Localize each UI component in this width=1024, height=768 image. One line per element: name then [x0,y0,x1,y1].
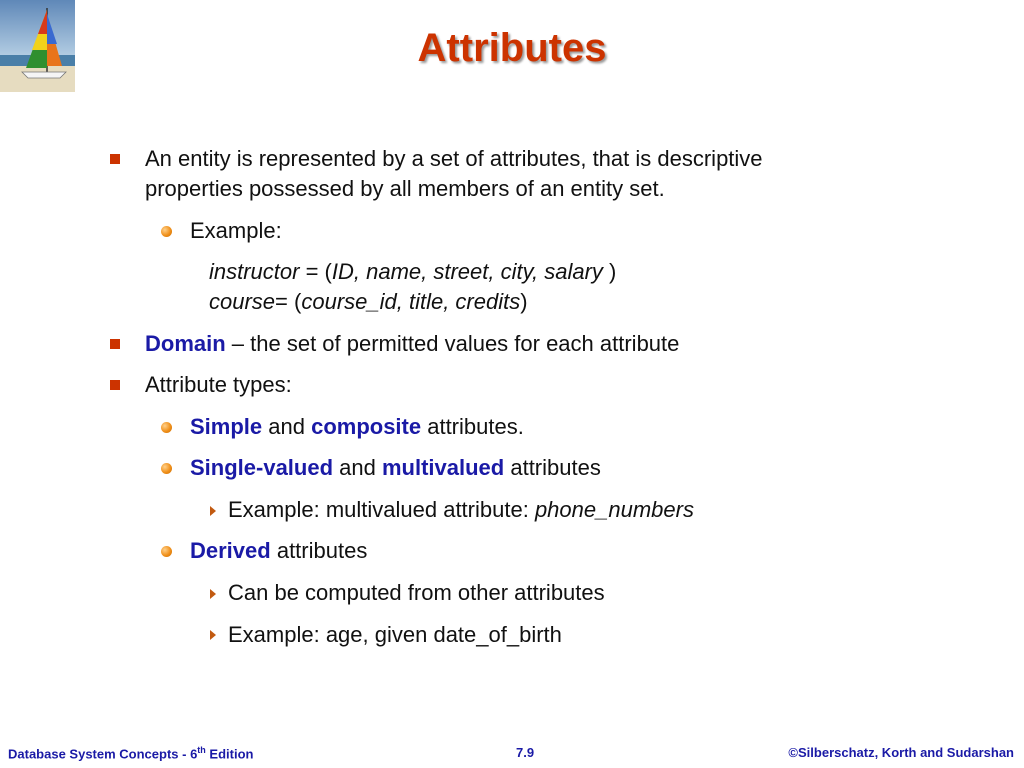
domain-text: – the set of permitted values for each attribute [225,331,680,356]
course-name: course [209,289,276,314]
slide-title: Attributes [417,26,607,70]
course-attrs: course_id, title, credits [301,289,521,314]
footer-copyright: ©Silberschatz, Korth and Sudarshan [788,745,1014,760]
and-text: and [333,455,382,480]
footer-book-title-text: Database System Concepts - 6 [8,746,198,762]
square-bullet-icon [110,380,120,390]
derived-text: attributes [270,538,368,563]
round-bullet-icon [161,422,172,433]
instructor-name: instructor [209,259,300,284]
footer-edition-superscript: th [197,745,206,755]
instructor-eq: = ( [299,259,332,284]
arrow-bullet-icon [210,506,216,516]
multivalued-keyword: multivalued [381,455,505,480]
and-text: and [262,414,312,439]
footer-edition-text: Edition [205,746,254,762]
example-label: Example: [190,218,282,243]
multivalued-text: attributes [504,455,601,480]
domain-line [145,329,679,359]
derived-keyword: Derived [190,538,271,563]
derived-line [190,536,367,566]
domain-keyword: Domain [145,331,226,356]
round-bullet-icon [161,546,172,557]
single-multi-line [190,453,601,483]
course-close: ) [520,289,528,314]
arrow-bullet-icon [210,630,216,640]
course-schema [209,287,528,317]
single-valued-keyword: Single-valued [190,455,334,480]
multivalued-example-text: Example: multivalued attribute: [228,497,535,522]
simple-composite-line [190,412,524,442]
square-bullet-icon [110,154,120,164]
footer-book-title [8,745,253,761]
round-bullet-icon [161,463,172,474]
course-eq: = ( [275,289,302,314]
multivalued-example [228,495,694,525]
round-bullet-icon [161,226,172,237]
derived-sub-1: Can be computed from other attributes [228,580,605,605]
composite-keyword: composite [311,414,422,439]
phone-numbers-value: phone_numbers [534,497,694,522]
entity-line-2: properties possessed by all members of an entity set. [145,176,665,201]
composite-text: attributes. [421,414,524,439]
instructor-close: ) [602,259,617,284]
arrow-bullet-icon [210,589,216,599]
footer-slide-number: 7.9 [516,745,535,760]
instructor-schema [209,257,616,287]
simple-keyword: Simple [190,414,263,439]
instructor-attrs: ID, name, street, city, salary [331,259,603,284]
entity-line-1: An entity is represented by a set of attributes, that is descriptive [145,146,763,171]
square-bullet-icon [110,339,120,349]
types-label: Attribute types: [145,372,292,397]
derived-sub-2: Example: age, given date_of_birth [228,622,562,647]
